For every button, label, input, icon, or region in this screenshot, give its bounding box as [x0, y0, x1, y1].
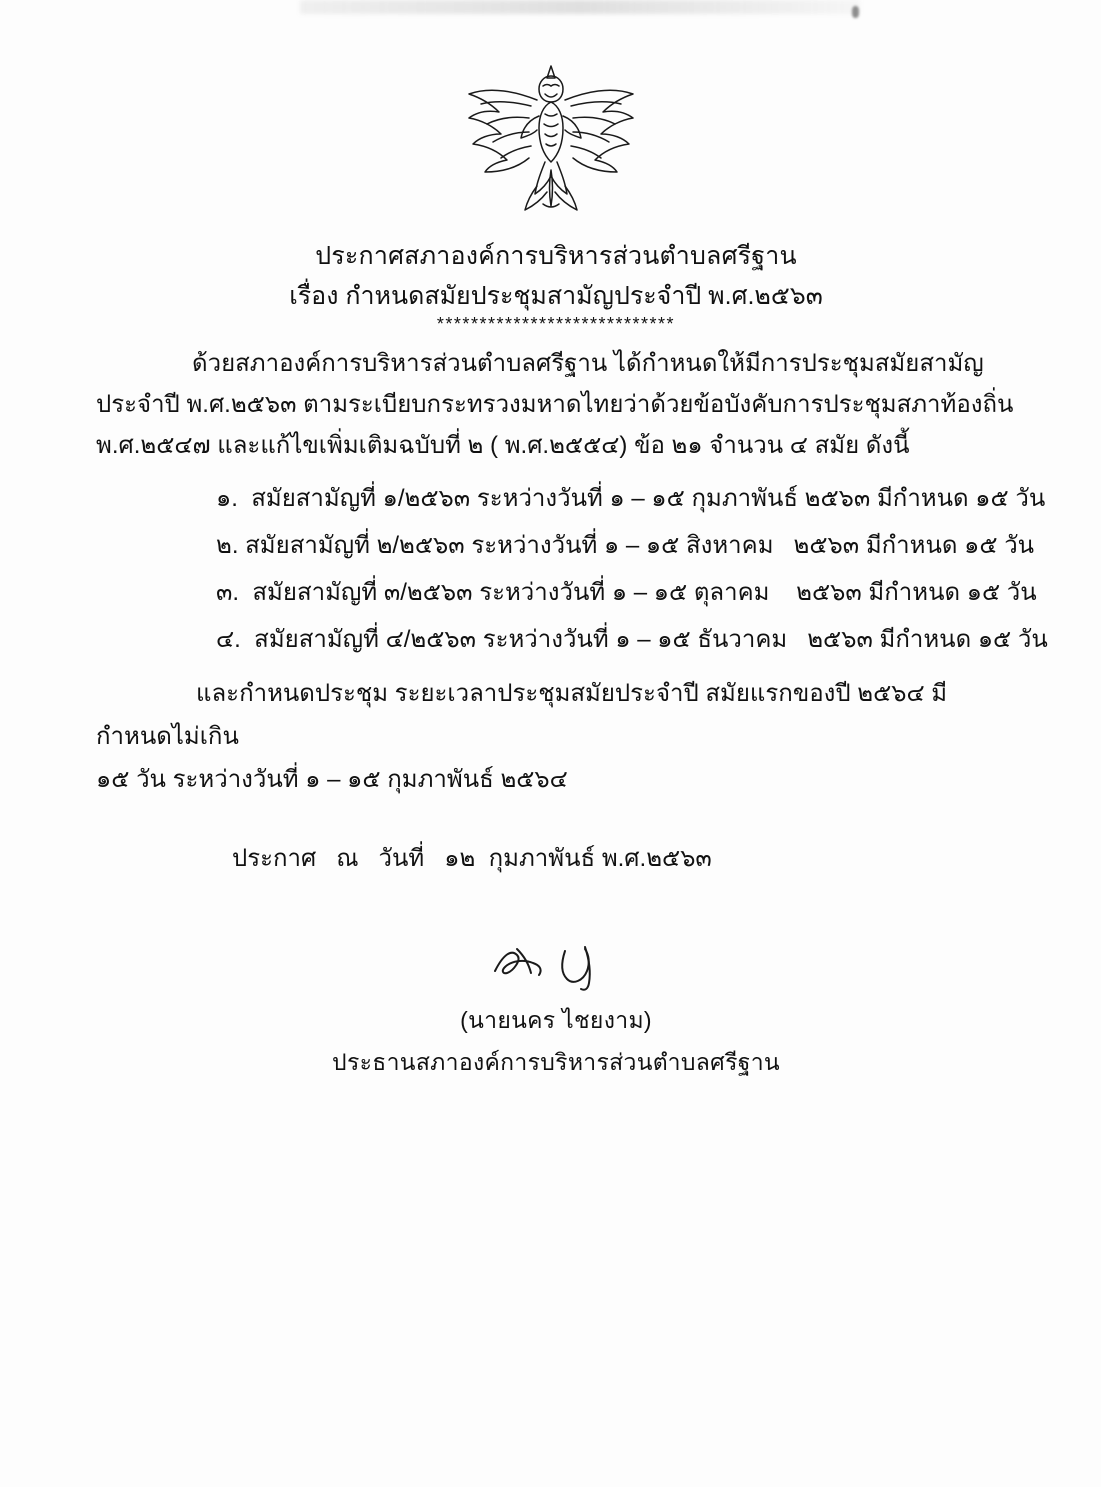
announcement-title-line2: เรื่อง กำหนดสมัยประชุมสามัญประจำปี พ.ศ.๒๕๖๓: [289, 281, 823, 310]
garuda-emblem: [0, 58, 1101, 228]
scan-artifact-dot: [852, 6, 859, 18]
title-separator: ****************************: [436, 313, 676, 334]
list-item: ๒. สมัยสามัญที่ ๒/๒๕๖๓ ระหว่างวันที่ ๑ – ๑๕ สิงหาคม ๒๕๖๓ มีกำหนด ๑๕ วัน: [216, 532, 1035, 560]
list-item: ๑. สมัยสามัญที่ ๑/๒๕๖๓ ระหว่างวันที่ ๑ – ๑๕ กุมภาพันธ์ ๒๕๖๓ มีกำหนด ๑๕ วัน: [216, 485, 1046, 513]
announcement-title-line1: ประกาศสภาองค์การบริหารส่วนตำบลศรีฐาน: [315, 242, 797, 270]
list-item: ๔. สมัยสามัญที่ ๔/๒๕๖๓ ระหว่างวันที่ ๑ – ๑๕ ธันวาคม ๒๕๖๓ มีกำหนด ๑๕ วัน: [216, 625, 1048, 653]
document-body: [96, 238, 1048, 1084]
signer-name: (นายนคร ไชยงาม): [460, 1006, 652, 1033]
signature-block: [96, 937, 1016, 1084]
signer-role: ประธานสภาองค์การบริหารส่วนตำบลศรีฐาน: [332, 1049, 780, 1076]
paragraph-next-year-rest: ๑๕ วัน ระหว่างวันที่ ๑ – ๑๕ กุมภาพันธ์ ๒๕๖๔: [96, 765, 568, 793]
scan-artifact-smudge: [300, 0, 860, 14]
session-list: [96, 476, 1048, 663]
paragraph-next-year: [96, 673, 1016, 801]
paragraph-intro: ด้วยสภาองค์การบริหารส่วนตำบลศรีฐาน ได้กำหนดให้มีการประชุมสมัยสามัญประจำปี พ.ศ.๒๕๖๓ ตามระเบียบกระทรวงมหาดไทยว่าด้วยข้อบังคับการประชุมสภาท้องถิ่น พ.ศ.๒๕๔๗ และแก้ไขเพิ่มเติมฉบับที่ ๒ ( พ.ศ.๒๕๕๔) ข้อ ๒๑ จำนวน ๔ สมัย ดังนี้: [96, 349, 1014, 460]
paragraph-next-year-lead: และกำหนดประชุม ระยะเวลาประชุมสมัยประจำปี สมัยแรกของปี ๒๕๖๔ มีกำหนดไม่เกิน: [96, 680, 948, 751]
signature-mark: [96, 937, 1016, 999]
list-item: ๓. สมัยสามัญที่ ๓/๒๕๖๓ ระหว่างวันที่ ๑ – ๑๕ ตุลาคม ๒๕๖๓ มีกำหนด ๑๕ วัน: [216, 578, 1037, 606]
announced-date: ประกาศ ณ วันที่ ๑๒ กุมภาพันธ์ พ.ศ.๒๕๖๓: [232, 844, 712, 872]
